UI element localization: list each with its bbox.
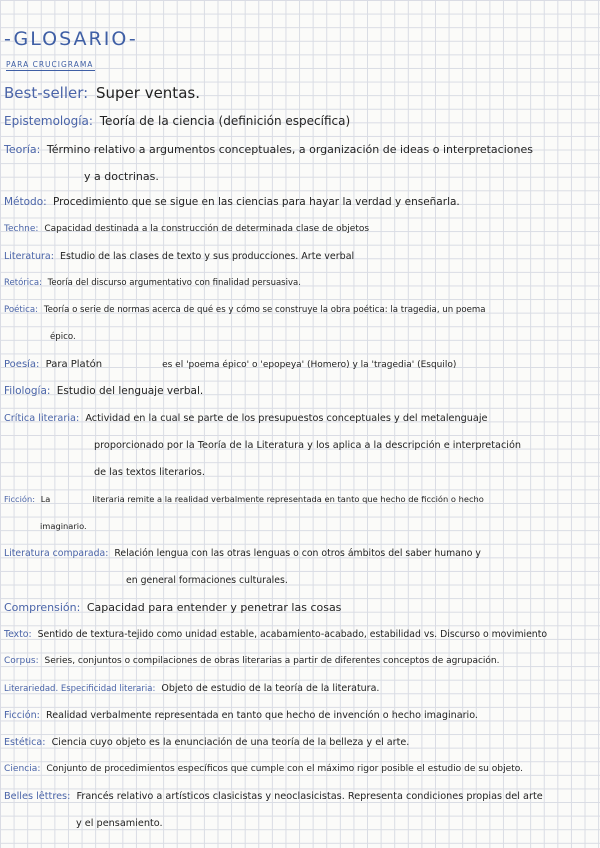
- entry-definition: Capacidad destinada a la construcción de determinada clase de objetos: [44, 224, 370, 234]
- entry-term: Método:: [4, 196, 47, 208]
- entry-definition: Estudio de las clases de texto y sus producciones. Arte verbal: [59, 251, 355, 262]
- entry-term: Ficción:: [4, 494, 36, 504]
- entry-definition: Realidad verbalmente representada en tanto que hecho de invención o hecho imaginario.: [45, 710, 478, 721]
- entry-definition: Teoría o serie de normas acerca de qué es y cómo se construye la obra poética: la tragedia, un poema: [43, 305, 486, 315]
- entry-term: Comprensión:: [4, 601, 81, 614]
- entry-definition-part2: es el 'poema épico' o 'epopeya' (Homero) y la 'tragedia' (Esquilo): [162, 360, 457, 370]
- entry-definition: Teoría de la ciencia (definición específica): [99, 114, 351, 128]
- entry-definition-part2: literaria remite a la realidad verbalmente representada en tanto que hecho de ficción o hecho: [92, 494, 484, 504]
- entry-estetica: [4, 729, 596, 756]
- entry-poetica: [4, 297, 596, 351]
- entry-term: Poética:: [4, 305, 39, 315]
- entry-term: Techne:: [4, 224, 39, 234]
- entry-term: Texto:: [4, 629, 32, 640]
- entry-definition: Procedimiento que se sigue en las ciencias para hayar la verdad y enseñarla.: [53, 196, 460, 208]
- entry-poesia: [4, 351, 596, 379]
- entry-continuation: proporcionado por la Teoría de la Literatura y los aplica a la descripción e interpretación: [94, 440, 522, 451]
- entry-definition: Estudio del lenguaje verbal.: [56, 385, 204, 397]
- entry-term: Best-seller:: [4, 84, 89, 102]
- entry-comprension: [4, 594, 596, 621]
- entry-definition: Término relativo a argumentos conceptuales, a organización de ideas o interpretaciones: [46, 143, 533, 156]
- entry-literariedad: [4, 675, 596, 703]
- entry-term: Ciencia:: [4, 764, 41, 774]
- entry-definition: Actividad en la cual se parte de los presupuestos conceptuales y del metalenguaje: [85, 413, 488, 424]
- entry-ficcion-1: [4, 486, 596, 540]
- entry-corpus: [4, 648, 596, 675]
- entry-term: Crítica literaria:: [4, 413, 80, 424]
- entry-term: Retórica:: [4, 278, 42, 288]
- entry-definition: Para Platón: [45, 359, 103, 370]
- entry-definition: Objeto de estudio de la teoría de la literatura.: [161, 683, 380, 694]
- entry-term: Filología:: [4, 385, 51, 397]
- entry-definition: Super ventas.: [95, 84, 200, 102]
- entry-continuation: épico.: [50, 332, 76, 342]
- entry-term: Poesía:: [4, 359, 40, 370]
- entry-definition: Ciencia cuyo objeto es la enunciación de una teoría de la belleza y el arte.: [51, 737, 410, 748]
- entry-retorica: [4, 270, 596, 297]
- entry-definition: Francés relativo a artísticos clasicistas y neoclasicistas. Representa condiciones propias del arte: [76, 791, 543, 802]
- page-title: -GLOSARIO-: [4, 28, 138, 50]
- entry-definition: Relación lengua con las otras lenguas o con otros ámbitos del saber humano y: [114, 548, 481, 559]
- entry-continuation: imaginario.: [40, 521, 87, 531]
- entry-term: Corpus:: [4, 656, 39, 666]
- entry-term: Belles lêttres:: [4, 791, 71, 802]
- entry-techne: [4, 216, 596, 243]
- page-subtitle: PARA CRUCIGRAMA: [6, 60, 94, 69]
- entry-definition: Capacidad para entender y penetrar las cosas: [86, 601, 342, 614]
- entry-definition: Series, conjuntos o compilaciones de obras literarias a partir de diferentes conceptos de agrupación.: [44, 656, 500, 666]
- entry-continuation: y el pensamiento.: [76, 818, 163, 829]
- entry-belles-lettres: [4, 783, 596, 837]
- entry-ficcion-2: [4, 702, 596, 729]
- entry-definition: Sentido de textura-tejido como unidad estable, acabamiento-acabado, estabilidad vs. Discurso o movimiento: [37, 629, 548, 640]
- entry-best-seller: [4, 80, 596, 107]
- entry-term: Ficción:: [4, 710, 40, 721]
- entry-term: Teoría:: [4, 143, 41, 156]
- entry-term: Estética:: [4, 737, 46, 748]
- entry-continuation: en general formaciones culturales.: [126, 575, 288, 586]
- entry-term: Literatura comparada:: [4, 548, 109, 559]
- entry-teoria: [4, 136, 596, 190]
- entry-literatura-comparada: [4, 540, 596, 594]
- entry-continuation-2: de las textos literarios.: [94, 467, 205, 478]
- entry-metodo: [4, 189, 596, 216]
- entry-ciencia: [4, 756, 596, 783]
- entry-definition: La: [40, 494, 51, 504]
- entry-literatura: [4, 243, 596, 270]
- entry-term: Epistemología:: [4, 114, 93, 128]
- entry-continuation: y a doctrinas.: [84, 170, 159, 183]
- entry-filologia: [4, 378, 596, 405]
- entry-definition: Teoría del discurso argumentativo con finalidad persuasiva.: [47, 278, 301, 288]
- entry-texto: [4, 621, 596, 648]
- entry-definition: Conjunto de procedimientos específicos que cumple con el máximo rigor posible el estudio de su objeto.: [46, 764, 524, 774]
- entry-term: Literatura:: [4, 251, 54, 262]
- entry-term: Literariedad. Especificidad literaria:: [4, 684, 156, 694]
- entry-critica-literaria: [4, 405, 596, 486]
- entry-epistemologia: [4, 108, 596, 135]
